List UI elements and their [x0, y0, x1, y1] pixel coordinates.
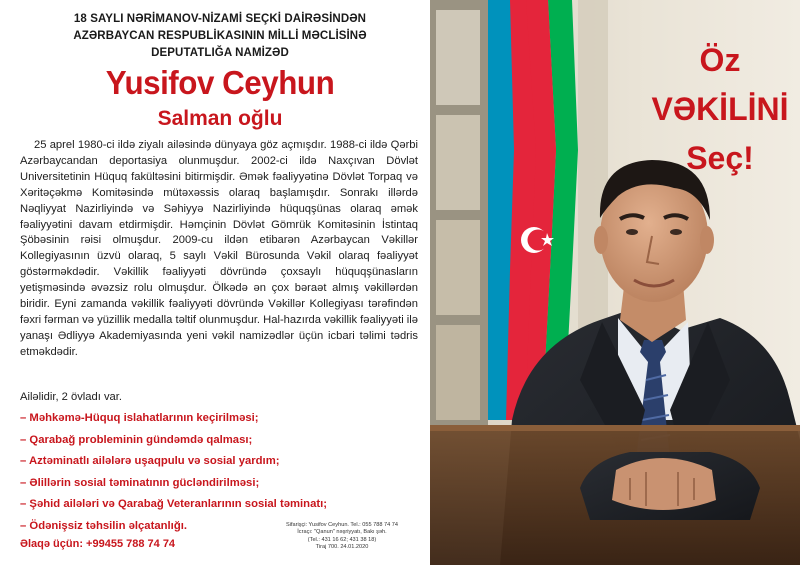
slogan-line-3: Seç!	[686, 140, 754, 176]
platform-item: – Ödənişsiz təhsilin əlçatanlığı.	[20, 519, 187, 532]
platform-item: – Aztəminatlı ailələrə uşaqpulu və sosial yardım;	[20, 455, 280, 468]
contact-phone: Əlaqə üçün: +99455 788 74 74	[20, 538, 176, 550]
candidate-patronymic: Salman oğlu	[157, 107, 283, 130]
slogan-line-2: VƏKİLİNİ	[651, 91, 789, 127]
desk-edge	[430, 425, 800, 431]
biography-text: 25 aprel 1980-ci ildə ziyalı ailəsində dünyaya göz açmışdır. 1988-ci ildə Qərbi Azərbaycandan deportasiya olunmuşdur. 2002-ci ildə Naxçıvan Dövlət Universitetinin Hüquq fakültəsini bitirmişdir. Əmək fəaliyyətinə Dövlət Torpaq və Xəritəçəkmə Komitəsində mütəxəssis olaraq başlamışdır. Sonrakı illərdə Nəqliyyat Nazirliyində və Səhiyyə Nazirliyində hüquqşünas olaraq əmək fəaliyyətini davam etdirmişdir. Həmçinin Dövlət Gömrük Komitəsinin İstintaq Şöbəsinin rəisi olmuşdur. 2009-cu ildən etibarən Azərbaycan Vəkillər Kollegiyasının üzvü olaraq, 5 saylı Vəkil Bürosunda Vəkil olaraq fəaliyyət göstərməkdədir. Vəkillik fəaliyyəti dövründə çoxsaylı hüquqşünasların yetişməsində əvəzsiz rolu olmuşdur. Ölkədə ən çox bəraət almış vəkillərdən biridir. Eyni zamanda vəkillik fəaliyyəti dövründə Vəkillər Kollegiyası tərəfindən fəxri fərman və yüzillik medalla təltif olunmuşdur. Hal-hazırda vəkillik fəaliyyəti ilə yanaşı Ədliyyə Akademiyasında yeni vəkil namizədlər üçün icbari təlimi tədris etməkdədir.	[20, 139, 418, 358]
header-line-3: DEPUTATLIĞA NAMİZƏD	[151, 47, 289, 59]
poster-header	[20, 11, 420, 62]
slogan-line-1: Öz	[699, 42, 741, 78]
window-pane	[436, 10, 480, 105]
window-pane	[436, 115, 480, 210]
platform-list	[20, 408, 430, 538]
window-pane	[436, 220, 480, 315]
clasped-hands	[580, 452, 760, 520]
header-line-2: AZƏRBAYCAN RESPUBLİKASININ MİLLİ MƏCLİSİNƏ	[73, 30, 367, 42]
candidate-name: Yusifov Ceyhun	[105, 64, 335, 101]
header-line-1: 18 SAYLI NƏRİMANOV-NİZAMİ SEÇKİ DAİRƏSİNDƏN	[73, 13, 367, 25]
biography-closing: Ailəlidir, 2 övladı var.	[20, 391, 122, 403]
campaign-slogan	[640, 36, 800, 183]
platform-item: – Şəhid ailələri və Qarabağ Veteranlarının sosial təminatı;	[20, 498, 328, 511]
imprint-line: (Tel.: 431 16 62; 431 38 18)	[307, 536, 377, 543]
platform-item: – Əlillərin sosial təminatının gücləndirilməsi;	[20, 476, 260, 489]
imprint-line: İcraçı: "Qanun" nəşriyyatı, Bakı şəh.	[297, 529, 387, 536]
print-imprint	[252, 522, 432, 552]
window-pane	[436, 325, 480, 420]
imprint-line: Sifarişçi: Yusifov Ceyhun. Tel.: 055 788 74 74	[285, 522, 399, 528]
platform-item: – Qarabağ probleminin gündəmdə qalması;	[20, 433, 253, 446]
imprint-line: Tiraj 700. 24.01.2020	[315, 544, 369, 551]
platform-item: – Məhkəmə-Hüquq islahatlarının keçirilməsi;	[20, 412, 259, 424]
